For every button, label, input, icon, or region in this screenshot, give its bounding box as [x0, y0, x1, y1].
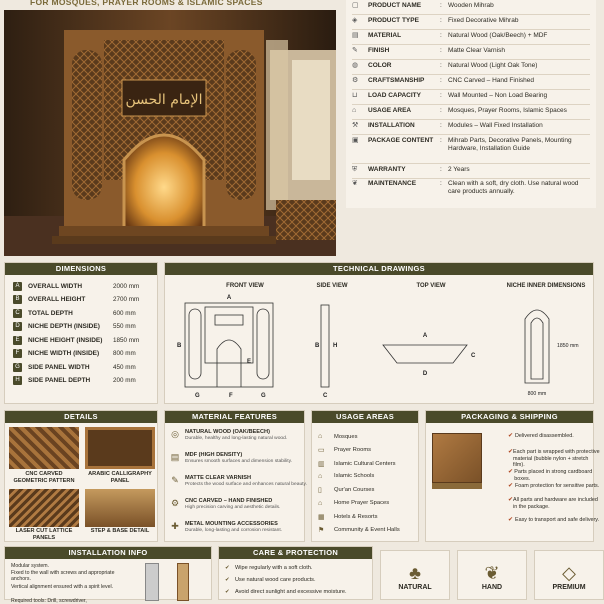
care-item — [225, 577, 316, 583]
dimension-row — [13, 281, 157, 291]
dimension-letter: G — [13, 363, 22, 372]
spec-key: WARRANTY — [368, 166, 406, 173]
front-view-label: FRONT VIEW — [226, 283, 264, 289]
spec-value: Natural Wood (Light Oak Tone) — [448, 62, 538, 69]
packaging-text: Easy to transport and safe delivery. — [515, 517, 600, 523]
check-icon: ✔ — [508, 433, 514, 439]
check-icon: ✔ — [225, 577, 230, 583]
book-icon: ▯ — [318, 487, 322, 495]
school-icon: ⌂ — [318, 472, 323, 480]
spec-divider — [352, 104, 590, 105]
feature-badge — [457, 550, 527, 600]
detail-image-geometric — [9, 427, 79, 469]
dim-top-a-label: A — [422, 333, 428, 339]
spec-colon: : — [440, 92, 442, 99]
usage-item — [318, 446, 371, 454]
usage-item — [318, 486, 374, 494]
material-text — [185, 498, 280, 511]
install-item: Vertical alignment ensured with a spirit level. — [11, 584, 114, 590]
tag-icon: ◈ — [352, 17, 358, 24]
spec-value: 2 Years — [448, 166, 470, 173]
material-desc: Durable, long-lasting and corrosion resistant. — [185, 528, 283, 533]
gear-icon: ⚙ — [352, 77, 359, 84]
tree-icon: ♣ — [409, 563, 421, 583]
top-outline — [383, 345, 467, 363]
hand-icon: ❦ — [484, 563, 500, 583]
spec-divider — [352, 89, 590, 90]
material-title: MDF (HIGH DENSITY) — [185, 452, 243, 458]
usage-header: USAGE AREAS — [312, 411, 418, 423]
spec-divider — [352, 44, 590, 45]
dim-h-label: H — [333, 343, 338, 349]
spec-key: PRODUCT NAME — [368, 2, 422, 9]
technical-drawings — [165, 291, 595, 403]
details-header: DETAILS — [5, 411, 157, 423]
spec-colon: : — [440, 47, 442, 54]
detail-label-geometric: CNC CARVED GEOMETRIC PATTERN — [13, 471, 75, 484]
spec-divider — [352, 134, 590, 135]
spec-row — [352, 62, 592, 70]
dimension-row — [13, 322, 157, 332]
dim-g2-label: G — [261, 393, 266, 399]
dimension-letter: B — [13, 295, 22, 304]
hardware-icon: ✚ — [171, 521, 179, 531]
material-header: MATERIAL FEATURES — [165, 411, 304, 423]
spec-key: USAGE AREA — [368, 107, 412, 114]
spec-colon: : — [440, 122, 442, 129]
wall-panel-illustration — [177, 563, 189, 601]
check-icon: ✔ — [225, 589, 230, 595]
spec-divider — [352, 59, 590, 60]
usage-item — [318, 500, 389, 507]
spec-divider — [352, 119, 590, 120]
drawings-header: TECHNICAL DRAWINGS — [165, 263, 593, 275]
dimension-letter: E — [13, 336, 22, 345]
check-icon: ✔ — [225, 565, 230, 571]
dim-c-side-label: C — [323, 393, 328, 399]
spec-colon: : — [440, 62, 442, 69]
spec-value: CNC Carved – Hand Finished — [448, 77, 534, 84]
material-text — [185, 429, 287, 442]
feature-badge — [534, 550, 604, 600]
usage-label: Islamic Schools — [334, 473, 375, 480]
top-view-label: TOP VIEW — [416, 283, 446, 289]
dimension-row — [13, 349, 157, 359]
dimension-row — [13, 376, 157, 386]
check-icon: ✔ — [508, 517, 514, 523]
tools-icon: ⚒ — [352, 122, 359, 129]
dimension-label: NICHE DEPTH (INSIDE) — [28, 323, 100, 330]
usage-label: Prayer Rooms — [334, 447, 372, 454]
technical-drawings-panel — [164, 262, 594, 404]
dim-g-label: G — [195, 393, 200, 399]
diamond-icon: ◇ — [562, 563, 576, 583]
usage-label: Hotels & Resorts — [334, 513, 378, 520]
brush-icon: ✎ — [352, 47, 358, 54]
material-text — [185, 475, 307, 488]
niche-view-label: NICHE INNER DIMENSIONS — [506, 283, 586, 289]
hall-icon: ⚑ — [318, 527, 325, 535]
usage-item — [318, 433, 358, 440]
material-title: METAL MOUNTING ACCESSORIES — [185, 521, 278, 527]
front-arch — [217, 340, 241, 387]
front-calligraphy — [215, 315, 243, 325]
dimension-letter: H — [13, 376, 22, 385]
dimension-value: 600 mm — [113, 309, 136, 317]
usage-label: Home Prayer Spaces — [334, 500, 390, 506]
dimension-label: TOTAL DEPTH — [28, 309, 73, 317]
packaging-item — [508, 497, 600, 510]
spec-colon: : — [440, 107, 442, 114]
spec-row — [352, 166, 592, 174]
spec-value: Modules – Wall Fixed Installation — [448, 122, 543, 129]
dimension-value: 450 mm — [113, 363, 136, 371]
spec-colon: : — [440, 2, 442, 9]
mihrab-illustration — [4, 10, 336, 256]
spec-colon: : — [440, 77, 442, 84]
spec-key: COLOR — [368, 62, 392, 69]
dimension-value: 2700 mm — [113, 296, 140, 303]
usage-item — [318, 513, 378, 521]
dimension-value: 550 mm — [113, 323, 136, 330]
dimension-label: OVERALL HEIGHT — [28, 296, 86, 303]
shield-icon: ⛨ — [352, 166, 358, 173]
box-illustration — [432, 433, 482, 483]
leaf-icon: ❦ — [352, 180, 358, 187]
prayer-icon: ▭ — [318, 447, 325, 455]
dimension-row — [13, 308, 157, 318]
install-item: Fixed to the wall with screws and appropriate anchors. — [11, 570, 115, 583]
spec-divider — [352, 14, 590, 15]
spec-colon: : — [440, 32, 442, 39]
dim-b-side-label: B — [315, 343, 320, 349]
spec-colon: : — [440, 137, 442, 144]
spec-divider — [352, 29, 590, 30]
dimension-letter: A — [13, 282, 22, 291]
dimension-label: SIDE PANEL DEPTH — [28, 377, 91, 384]
niche-inner — [531, 318, 543, 379]
spec-row — [352, 32, 592, 40]
care-text: Use natural wood care products. — [235, 577, 316, 583]
dim-b-label: B — [177, 343, 182, 349]
mihrab-photo — [4, 10, 336, 256]
badge-label: HAND — [481, 584, 503, 591]
material-desc: High precision carving and aesthetic details. — [185, 505, 281, 510]
weight-icon: ⊔ — [352, 92, 358, 99]
dimension-letter: D — [13, 322, 22, 331]
packaging-text: Delivered disassembled. — [515, 433, 574, 439]
spec-row — [352, 107, 592, 115]
check-icon: ✔ — [508, 469, 514, 475]
dim-top-d-label: D — [422, 371, 428, 377]
usage-label: Islamic Cultural Centers — [334, 460, 396, 467]
spec-value: Clean with a soft, dry cloth. Use natural wood care products annually. — [448, 180, 579, 195]
dimension-row — [13, 362, 157, 372]
front-outline — [185, 303, 273, 387]
center-icon: ▥ — [318, 460, 325, 468]
material-desc: Ensures smooth surfaces and dimension stability. — [185, 459, 293, 464]
material-feature — [169, 429, 309, 442]
wood-icon: ◎ — [171, 429, 179, 439]
packaging-text: Parts placed in strong cardboard boxes. — [514, 469, 593, 482]
dimension-letter: F — [13, 349, 22, 358]
calligraphy-text: الإمام الحسن — [125, 92, 203, 108]
spec-value: Mosques, Prayer Rooms, Islamic Spaces — [448, 107, 567, 114]
niche-width-label: 800 mm — [527, 391, 547, 397]
dimension-label: NICHE WIDTH (INSIDE) — [28, 350, 100, 357]
niche-height-label: 1850 mm — [557, 343, 579, 349]
spec-row — [352, 77, 592, 85]
packaging-item — [508, 469, 600, 482]
dimension-label: OVERALL WIDTH — [28, 282, 83, 290]
spec-key: LOAD CAPACITY — [368, 92, 421, 99]
spec-row — [352, 17, 592, 25]
spec-key: PRODUCT TYPE — [368, 17, 419, 24]
subtitle: FOR MOSQUES, PRAYER ROOMS & ISLAMIC SPACES — [30, 0, 263, 7]
packaging-text: Foam protection for sensitive parts. — [515, 483, 600, 489]
packaging-item — [508, 517, 600, 524]
spec-colon: : — [440, 166, 442, 173]
spec-row — [352, 122, 592, 130]
packaging-item — [508, 449, 600, 469]
packaging-text: All parts and hardware are included in the package. — [513, 497, 598, 510]
dimension-value: 1850 mm — [113, 336, 140, 344]
spec-key: MAINTENANCE — [368, 180, 417, 187]
dimension-row — [13, 295, 157, 305]
varnish-icon: ✎ — [171, 475, 179, 485]
dimension-row — [13, 335, 157, 345]
dim-e-label: E — [247, 359, 252, 365]
material-desc: Protects the wood surface and enhances natural beauty. — [185, 482, 307, 487]
drill-illustration — [145, 563, 159, 601]
spec-row — [352, 92, 592, 100]
material-title: NATURAL WOOD (OAK/BEECH) — [185, 429, 270, 435]
spec-divider — [352, 74, 590, 75]
dimensions-panel — [4, 262, 158, 404]
badge-label: NATURAL — [398, 584, 432, 591]
packaging-panel — [425, 410, 600, 542]
spec-colon: : — [440, 180, 442, 187]
care-text: Avoid direct sunlight and excessive moisture. — [235, 589, 347, 595]
spec-key: MATERIAL — [368, 32, 402, 39]
box-icon: ▢ — [352, 2, 359, 9]
spec-row — [352, 180, 592, 196]
dim-a-label: A — [226, 295, 232, 301]
dimensions-header: DIMENSIONS — [5, 263, 157, 275]
dim-f-label: F — [229, 393, 233, 399]
building-icon: ⌂ — [352, 107, 357, 114]
spec-key: PACKAGE CONTENT — [368, 137, 434, 144]
niche-outline — [525, 310, 549, 383]
spec-value: Mihrab Parts, Decorative Panels, Mounting Hardware, Installation Guide — [448, 137, 572, 152]
side-view-label: SIDE VIEW — [316, 283, 348, 289]
check-icon: ✔ — [508, 483, 514, 489]
spec-table — [346, 0, 596, 208]
material-desc: Durable, healthy and long-lasting natural wood. — [185, 436, 288, 441]
spec-value: Matte Clear Varnish — [448, 47, 505, 54]
home-icon: ⌂ — [318, 499, 323, 507]
usage-item — [318, 526, 400, 534]
spec-value: Wall Mounted – Non Load Bearing — [448, 92, 548, 99]
spec-row — [352, 137, 592, 153]
details-panel — [4, 410, 158, 542]
detail-label-lattice: LASER CUT LATTICE PANELS — [15, 528, 73, 541]
badge-label: PREMIUM — [552, 584, 586, 591]
care-text: Wipe regularly with a soft cloth. — [235, 565, 313, 571]
palette-icon: ◍ — [352, 62, 359, 69]
usage-label: Mosques — [334, 433, 358, 440]
install-item: Required tools: Drill, screwdriver, — [11, 598, 87, 604]
care-header: CARE & PROTECTION — [219, 547, 372, 559]
material-feature — [169, 521, 309, 534]
usage-item — [318, 460, 396, 468]
check-icon: ✔ — [508, 449, 514, 455]
mosque-icon: ⌂ — [318, 433, 323, 440]
hotel-icon: ▦ — [318, 513, 325, 521]
packaging-item — [508, 433, 600, 440]
dimension-value: 800 mm — [113, 350, 136, 357]
spec-key: FINISH — [368, 47, 390, 54]
install-item: Modular system. — [11, 563, 50, 569]
packaging-text: Each part is wrapped with protective material (bubble nylon + stretch film). — [513, 449, 600, 468]
dimension-value: 2000 mm — [113, 282, 140, 290]
care-item — [225, 565, 312, 571]
material-features-panel — [164, 410, 305, 542]
pallet-illustration — [432, 483, 482, 489]
usage-areas-panel — [311, 410, 419, 542]
material-feature — [169, 475, 309, 488]
usage-label: Qur'an Courses — [334, 487, 375, 494]
dim-top-c-label: C — [471, 353, 476, 359]
feature-badge — [380, 550, 450, 600]
cnc-icon: ⚙ — [170, 498, 180, 508]
spec-row — [352, 2, 592, 10]
front-right-panel — [257, 309, 269, 379]
detail-image-calligraphy — [85, 427, 155, 469]
material-title: MATTE CLEAR VARNISH — [185, 475, 251, 481]
spec-key: INSTALLATION — [368, 122, 415, 129]
dimension-label: NICHE HEIGHT (INSIDE) — [28, 336, 103, 344]
dimension-label: SIDE PANEL WIDTH — [28, 363, 90, 371]
spec-divider — [352, 178, 590, 179]
front-left-panel — [189, 309, 201, 379]
spec-value: Natural Wood (Oak/Beech) + MDF — [448, 32, 548, 39]
package-icon: ▣ — [352, 137, 359, 144]
installation-header: INSTALLATION INFO — [5, 547, 211, 559]
detail-label-step: STEP & BASE DETAIL — [90, 528, 150, 534]
care-panel — [218, 546, 373, 600]
side-outline — [321, 305, 329, 387]
spec-value: Fixed Decorative Mihrab — [448, 17, 519, 24]
material-text — [185, 521, 282, 534]
usage-item — [318, 473, 374, 480]
detail-image-lattice — [9, 489, 79, 527]
layers-icon: ▤ — [170, 452, 180, 462]
material-feature — [169, 452, 309, 465]
dimension-letter: C — [13, 309, 22, 318]
material-text — [185, 452, 292, 465]
installation-panel — [4, 546, 212, 604]
usage-label: Community & Event Halls — [334, 527, 400, 534]
detail-label-calligraphy: ARABIC CALLIGRAPHY PANEL — [88, 471, 152, 484]
material-title: CNC CARVED – HAND FINISHED — [185, 498, 273, 504]
spec-colon: : — [440, 17, 442, 24]
spec-value: Wooden Mihrab — [448, 2, 494, 9]
packaging-header: PACKAGING & SHIPPING — [426, 411, 593, 423]
material-feature — [169, 498, 309, 511]
spec-row — [352, 47, 592, 55]
detail-image-step — [85, 489, 155, 527]
care-item — [225, 589, 347, 595]
dimension-value: 200 mm — [113, 377, 136, 384]
packaging-item — [508, 483, 600, 490]
check-icon: ✔ — [508, 497, 514, 503]
spec-key: CRAFTSMANSHIP — [368, 77, 425, 84]
material-icon: ▤ — [352, 32, 359, 39]
spec-divider — [352, 163, 590, 164]
